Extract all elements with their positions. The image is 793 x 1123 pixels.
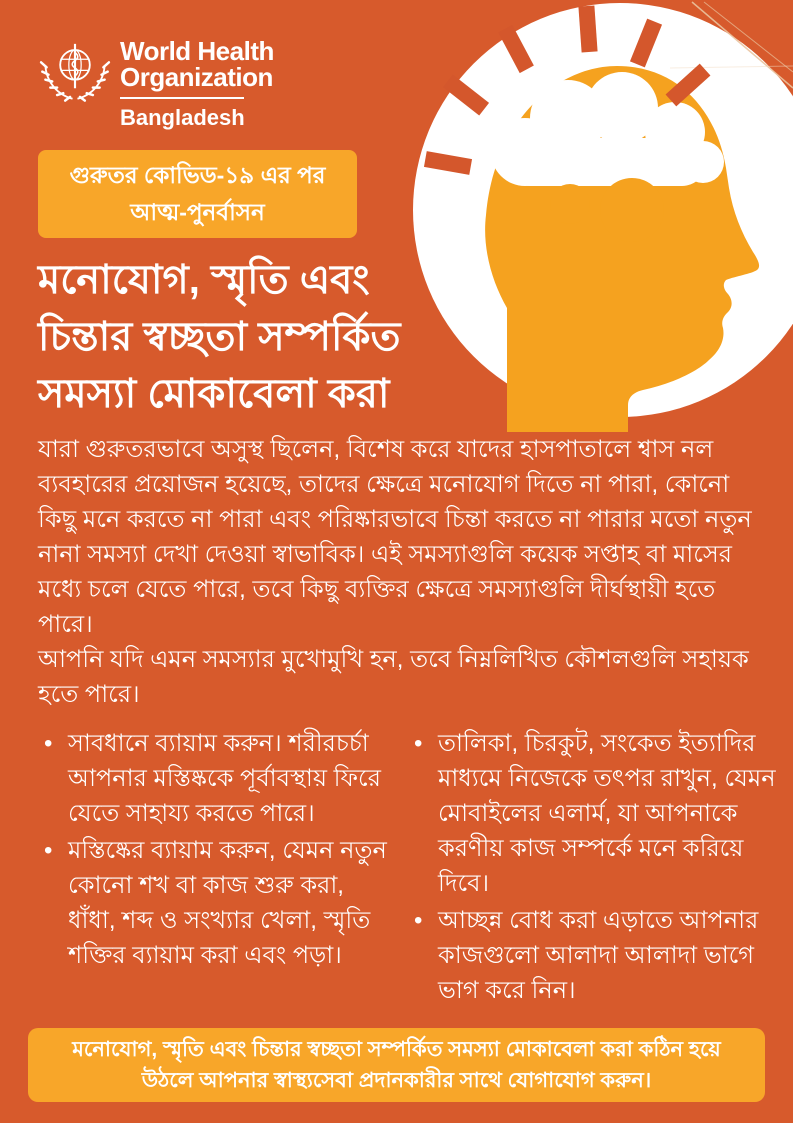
bullet-icon: • xyxy=(414,730,423,757)
right-column xyxy=(408,726,778,1010)
list-item xyxy=(38,726,390,831)
bullet-text: মস্তিষ্কের ব্যায়াম করুন, যেমন নতুন কোনো শখ বা কাজ শুরু করা, ধাঁধা, শব্দ ও সংখ্যার খেলা, স্মৃতি শক্তির ব্যায়াম করা এবং পড়া। xyxy=(68,837,387,969)
left-column xyxy=(38,726,390,1010)
badge-line1: গুরুতর কোভিড-১৯ এর পর xyxy=(69,162,326,188)
strategies-lead-paragraph: আপনি যদি এমন সমস্যার মুখোমুখি হন, তবে নিম্নলিখিত কৌশলগুলি সহায়ক হতে পারে। xyxy=(38,646,749,708)
list-item xyxy=(38,833,390,973)
who-emblem-icon xyxy=(38,38,112,104)
title-line3: সমস্যা মোকাবেলা করা xyxy=(38,372,390,416)
logo-org-name-line2: Organization xyxy=(120,62,273,92)
title-line2: চিন্তার স্বচ্ছতা সম্পর্কিত xyxy=(38,315,401,359)
logo-org-name-line1: World Health xyxy=(120,36,274,66)
logo-divider xyxy=(120,97,244,99)
list-item xyxy=(408,726,778,901)
contact-provider-banner xyxy=(28,1028,765,1102)
bullet-text: তালিকা, চিরকুট, সংকেত ইত্যাদির মাধ্যমে নিজেকে তৎপর রাখুন, যেমন মোবাইলের এলার্ম, যা আপনাকে করণীয় কাজ সম্পর্কে মনে করিয়ে দিবে। xyxy=(438,730,776,897)
contact-provider-text: মনোযোগ, স্মৃতি এবং চিন্তার স্বচ্ছতা সম্পর্কিত সমস্যা মোকাবেলা করা কঠিন হয়ে উঠলে আপনার স্বাস্থ্যসেবা প্রদানকারীর সাথে যোগাযোগ করুন। xyxy=(72,1038,721,1092)
bullet-icon: • xyxy=(414,907,423,934)
logo-country: Bangladesh xyxy=(120,105,245,130)
badge-line2: আত্ম-পুনর্বাসন xyxy=(130,199,265,225)
list-item xyxy=(408,903,778,1008)
bullet-icon: • xyxy=(44,730,53,757)
strategy-columns xyxy=(38,726,778,1010)
title-line1: মনোযোগ, স্মৃতি এবং xyxy=(38,258,370,302)
who-logo xyxy=(38,38,274,131)
intro-paragraph: যারা গুরুতরভাবে অসুস্থ ছিলেন, বিশেষ করে যাদের হাসপাতালে শ্বাস নল ব্যবহারের প্রয়োজন হয়েছে, তাদের ক্ষেত্রে মনোযোগ দিতে না পারা, কোনো কিছু মনে করতে না পারা এবং পরিষ্কারভাবে চিন্তা করতে না পারার মতো নতুন নানা সমস্যা দেখা দেওয়া স্বাভাবিক। এই সমস্যাগুলি কয়েক সপ্তাহ বা মাসের মধ্যে চলে যেতে পারে, তবে কিছু ব্যক্তির ক্ষেত্রে সমস্যাগুলি দীর্ঘস্থায়ী হতে পারে। xyxy=(38,436,752,638)
bullet-icon: • xyxy=(44,837,53,864)
bullet-text: সাবধানে ব্যায়াম করুন। শরীরচর্চা আপনার মস্তিষ্ককে পূর্বাবস্থায় ফিরে যেতে সাহায্য করতে পারে। xyxy=(68,730,381,827)
page-title xyxy=(38,252,458,423)
topic-badge xyxy=(38,150,357,238)
ray-icon xyxy=(578,5,597,52)
bullet-text: আচ্ছন্ন বোধ করা এড়াতে আপনার কাজগুলো আলাদা আলাদা ভাগে ভাগ করে নিন। xyxy=(438,907,759,1004)
